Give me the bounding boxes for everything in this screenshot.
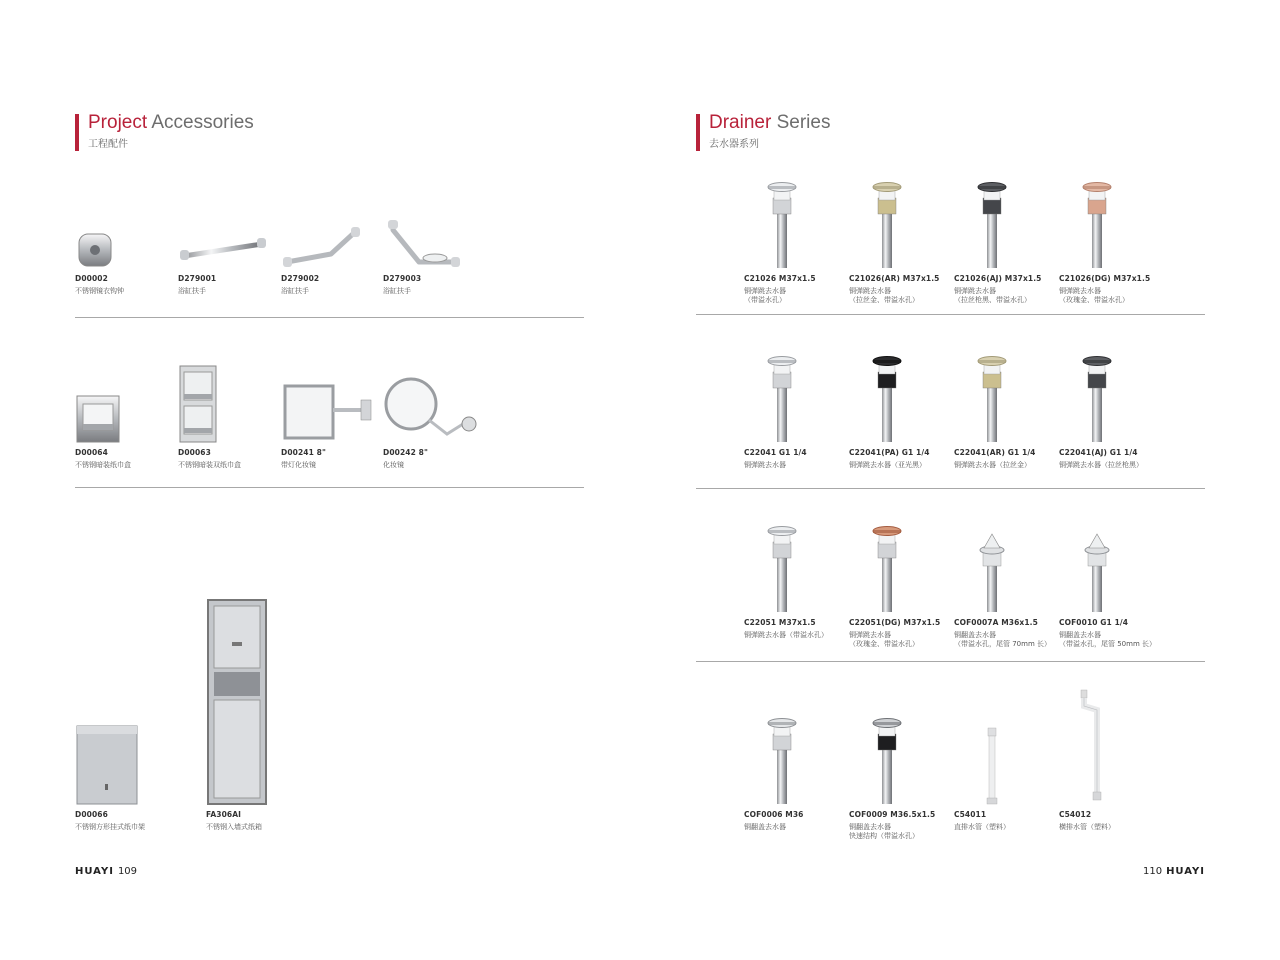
header-accent-bar [75, 114, 79, 151]
product-description: 直排水管（塑料） [954, 823, 1010, 831]
header-accent-bar [696, 114, 700, 151]
product-description: 化妆镜 [383, 461, 404, 469]
section-header [75, 112, 254, 152]
product-description: 不锈钢暗装双纸巾盒 [178, 461, 241, 469]
product-code: C54012 [1059, 810, 1092, 819]
product-code: C22041(AJ) G1 1/4 [1059, 448, 1138, 457]
product-item [954, 352, 1058, 470]
product-code: COF0007A M36x1.5 [954, 618, 1038, 627]
drain-icon [1059, 178, 1163, 270]
recessed-cabinet-icon [206, 580, 310, 806]
product-code: C22041 G1 1/4 [744, 448, 807, 457]
product-item [849, 522, 953, 649]
product-item [281, 178, 385, 296]
product-description: 铜翻盖去水器 [954, 631, 996, 639]
product-code: C21026(AJ) M37x1.5 [954, 274, 1042, 283]
product-description: （带溢水孔，尾管 50mm 长） [1059, 640, 1156, 648]
product-code: D00066 [75, 810, 108, 819]
product-description: （玫瑰金、带溢水孔） [849, 640, 919, 648]
product-code: COF0010 G1 1/4 [1059, 618, 1129, 627]
product-code: FA306AI [206, 810, 242, 819]
drain-icon [744, 522, 848, 614]
product-description: （拉丝枪黑、带溢水孔） [954, 296, 1031, 304]
product-item [383, 178, 487, 296]
grab-bar-soap-dish-icon [383, 178, 487, 270]
product-description: 铜弹跳去水器 [744, 461, 786, 469]
product-description: 铜弹跳去水器（亚光黑） [849, 461, 926, 469]
product-description: 铜弹跳去水器 [1059, 287, 1101, 295]
straight-grab-bar-icon [178, 178, 282, 270]
product-code: C21026(AR) M37x1.5 [849, 274, 940, 283]
square-mirror-icon [281, 352, 385, 444]
bent-pipe-icon [1059, 686, 1163, 806]
page-number: 109 [117, 866, 138, 877]
towel-dispenser-icon [75, 700, 179, 806]
footer-brand: HUAYI [75, 866, 114, 877]
product-description: 带灯化妆镜 [281, 461, 316, 469]
angled-grab-bar-icon [281, 178, 385, 270]
robe-hook-icon [75, 178, 179, 270]
drain-icon [849, 178, 953, 270]
title-accent: Drainer [709, 112, 772, 133]
flip-drain-icon [954, 522, 1058, 614]
product-item [954, 178, 1058, 305]
page-footer [1139, 866, 1205, 877]
product-code: C22041(PA) G1 1/4 [849, 448, 930, 457]
product-code: C22041(AR) G1 1/4 [954, 448, 1036, 457]
product-code: COF0009 M36.5x1.5 [849, 810, 936, 819]
product-item [1059, 178, 1163, 305]
row-divider [696, 314, 1205, 315]
straight-pipe-icon [954, 714, 1058, 806]
product-item [849, 178, 953, 305]
product-code: D00242 8" [383, 448, 428, 457]
product-description: 铜弹跳去水器（拉丝枪黑） [1059, 461, 1143, 469]
product-description: （拉丝金、带溢水孔） [849, 296, 919, 304]
section-title [88, 112, 254, 134]
double-paper-holder-icon [178, 352, 282, 444]
product-item [281, 352, 385, 470]
product-description: 铜弹跳去水器 [849, 631, 891, 639]
product-description: （带溢水孔） [744, 296, 786, 304]
footer-brand: HUAYI [1166, 866, 1205, 877]
product-item [849, 714, 953, 841]
row-divider [696, 488, 1205, 489]
page-footer [75, 866, 141, 877]
product-description: 浴缸扶手 [178, 287, 206, 295]
drain-icon [954, 352, 1058, 444]
recessed-paper-holder-icon [75, 352, 179, 444]
product-item [954, 714, 1058, 832]
section-title [709, 112, 830, 134]
product-item [1059, 686, 1163, 832]
product-item [744, 714, 848, 832]
product-description: 浴缸扶手 [281, 287, 309, 295]
product-item [178, 352, 282, 470]
product-item [75, 700, 179, 832]
product-code: D00063 [178, 448, 211, 457]
product-code: C22051(DG) M37x1.5 [849, 618, 941, 627]
section-subtitle: 工程配件 [88, 139, 128, 150]
product-item [954, 522, 1058, 649]
product-description: 横排水管（塑料） [1059, 823, 1115, 831]
drain-icon [744, 352, 848, 444]
row-divider [75, 317, 584, 318]
product-code: C21026(DG) M37x1.5 [1059, 274, 1151, 283]
section-subtitle: 去水器系列 [709, 139, 759, 150]
product-item [1059, 522, 1163, 649]
product-item [744, 522, 848, 640]
drain-icon [849, 352, 953, 444]
product-description: （玫瑰金、带溢水孔） [1059, 296, 1129, 304]
title-rest: Series [771, 112, 831, 133]
product-code: D00064 [75, 448, 108, 457]
drain-icon [744, 178, 848, 270]
product-item [206, 580, 310, 832]
drain-icon [849, 714, 953, 806]
product-description: 不锈钢入墙式纸箱 [206, 823, 262, 831]
product-description: 不锈钢镜衣钩钟 [75, 287, 124, 295]
row-divider [696, 661, 1205, 662]
product-description: 铜弹跳去水器 [849, 287, 891, 295]
product-code: D279001 [178, 274, 217, 283]
product-code: D279003 [383, 274, 422, 283]
row-divider [75, 487, 584, 488]
product-code: C21026 M37x1.5 [744, 274, 816, 283]
product-code: D279002 [281, 274, 320, 283]
product-item [744, 352, 848, 470]
product-description: 铜弹跳去水器（带溢水孔） [744, 631, 828, 639]
product-code: C22051 M37x1.5 [744, 618, 816, 627]
drain-icon [954, 178, 1058, 270]
product-item [75, 178, 179, 296]
product-description: 铜翻盖去水器 [1059, 631, 1101, 639]
product-description: 铜翻盖去水器 [849, 823, 891, 831]
product-description: 铜弹跳去水器 [954, 287, 996, 295]
product-code: C54011 [954, 810, 987, 819]
product-description: 铜弹跳去水器 [744, 287, 786, 295]
product-description: 不锈钢暗装纸巾盒 [75, 461, 131, 469]
product-item [1059, 352, 1163, 470]
title-rest: Accessories [147, 112, 254, 133]
product-description: 铜弹跳去水器（拉丝金） [954, 461, 1031, 469]
product-item [849, 352, 953, 470]
product-description: 快速结构（带溢水孔） [849, 832, 919, 840]
flip-drain-icon [1059, 522, 1163, 614]
product-description: 铜翻盖去水器 [744, 823, 786, 831]
drain-icon [1059, 352, 1163, 444]
drain-icon [744, 714, 848, 806]
drain-icon [849, 522, 953, 614]
product-item [75, 352, 179, 470]
section-header [696, 112, 830, 152]
product-item [178, 178, 282, 296]
round-mirror-icon [383, 352, 487, 444]
product-code: COF0006 M36 [744, 810, 804, 819]
title-accent: Project [88, 112, 148, 133]
page-number: 110 [1142, 866, 1163, 877]
right-page [640, 0, 1280, 960]
product-description: 不锈钢方形挂式纸巾架 [75, 823, 145, 831]
product-description: 浴缸扶手 [383, 287, 411, 295]
product-item [744, 178, 848, 305]
product-item [383, 352, 487, 470]
product-code: D00002 [75, 274, 108, 283]
product-code: D00241 8" [281, 448, 326, 457]
product-description: （带溢水孔，尾管 70mm 长） [954, 640, 1051, 648]
